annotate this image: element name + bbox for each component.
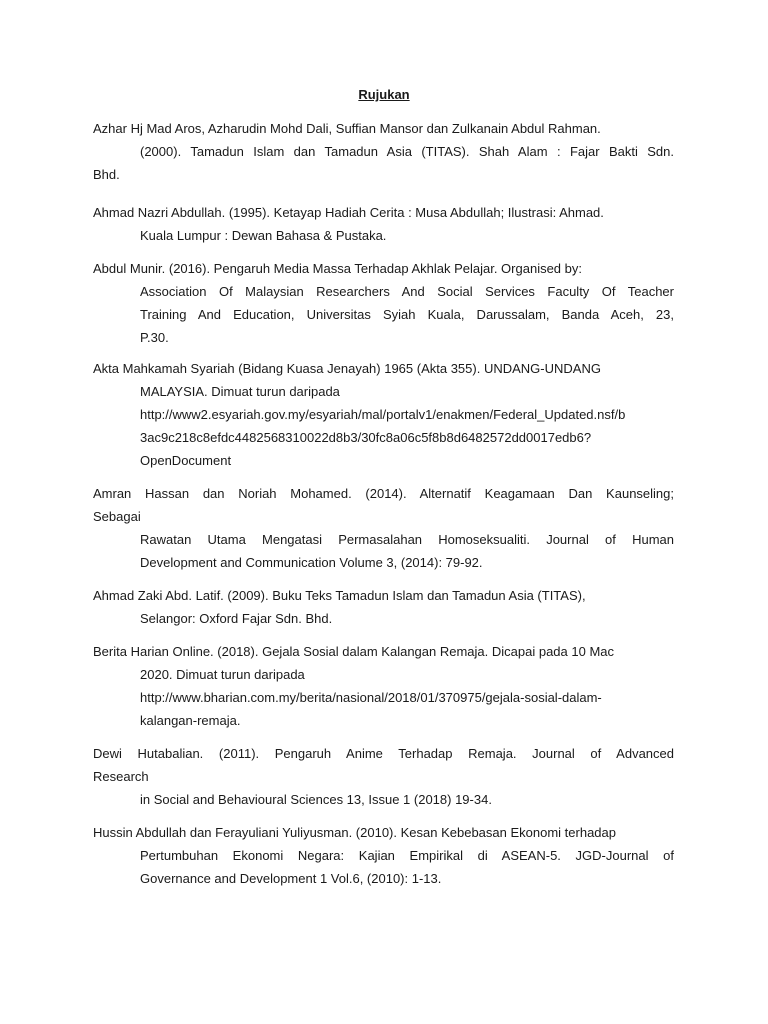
reference-line: Ahmad Nazri Abdullah. (1995). Ketayap Hadiah Cerita : Musa Abdullah; Ilustrasi: Ahmad. <box>93 205 604 220</box>
reference-line: Amran Hassan dan Noriah Mohamed. (2014). Alternatif Keagamaan Dan Kaunseling; <box>93 486 674 501</box>
reference-line: Selangor: Oxford Fajar Sdn. Bhd. <box>140 611 333 626</box>
reference-line: in Social and Behavioural Sciences 13, Issue 1 (2018) 19-34. <box>140 792 492 807</box>
reference-line: Development and Communication Volume 3, (2014): 79-92. <box>140 555 483 570</box>
reference-line: Association Of Malaysian Researchers And Social Services Faculty Of Teacher <box>140 284 674 299</box>
reference-line: http://www.bharian.com.my/berita/nasional/2018/01/370975/gejala-sosial-dalam- <box>140 690 602 705</box>
reference-line: OpenDocument <box>140 453 232 468</box>
reference-line: MALAYSIA. Dimuat turun daripada <box>140 384 340 399</box>
reference-line: 3ac9c218c8efdc4482568310022d8b3/30fc8a06c5f8b8d6482572dd0017edb6? <box>140 430 592 445</box>
reference-line: Hussin Abdullah dan Ferayuliani Yuliyusman. (2010). Kesan Kebebasan Ekonomi terhadap <box>93 825 616 840</box>
reference-line: Bhd. <box>93 167 120 182</box>
reference-line: Research <box>93 769 149 784</box>
reference-line: Ahmad Zaki Abd. Latif. (2009). Buku Teks Tamadun Islam dan Tamadun Asia (TITAS), <box>93 588 586 603</box>
reference-line: Abdul Munir. (2016). Pengaruh Media Massa Terhadap Akhlak Pelajar. Organised by: <box>93 261 582 276</box>
reference-entry <box>93 821 674 890</box>
reference-entry <box>93 584 674 630</box>
reference-line: Pertumbuhan Ekonomi Negara: Kajian Empirikal di ASEAN-5. JGD-Journal of <box>140 848 674 863</box>
reference-line: kalangan-remaja. <box>140 713 241 728</box>
reference-entry <box>93 357 674 472</box>
reference-entry <box>93 482 674 574</box>
reference-entry <box>93 257 674 349</box>
reference-line: Rawatan Utama Mengatasi Permasalahan Homoseksualiti. Journal of Human <box>140 532 674 547</box>
reference-entry <box>93 640 674 732</box>
reference-line: Kuala Lumpur : Dewan Bahasa & Pustaka. <box>140 228 387 243</box>
reference-line: Governance and Development 1 Vol.6, (2010): 1-13. <box>140 871 442 886</box>
reference-line: P.30. <box>140 330 169 345</box>
page-title: Rujukan <box>358 87 410 102</box>
reference-line: Berita Harian Online. (2018). Gejala Sosial dalam Kalangan Remaja. Dicapai pada 10 Mac <box>93 644 615 659</box>
reference-line: Akta Mahkamah Syariah (Bidang Kuasa Jenayah) 1965 (Akta 355). UNDANG-UNDANG <box>93 361 601 376</box>
reference-line: Azhar Hj Mad Aros, Azharudin Mohd Dali, Suffian Mansor dan Zulkanain Abdul Rahman. <box>93 121 601 136</box>
reference-line: Dewi Hutabalian. (2011). Pengaruh Anime Terhadap Remaja. Journal of Advanced <box>93 746 674 761</box>
reference-entry <box>93 742 674 811</box>
reference-line: Sebagai <box>93 509 141 524</box>
reference-line: Training And Education, Universitas Syiah Kuala, Darussalam, Banda Aceh, 23, <box>140 307 674 322</box>
reference-line: (2000). Tamadun Islam dan Tamadun Asia (TITAS). Shah Alam : Fajar Bakti Sdn. <box>140 144 674 159</box>
reference-line: http://www2.esyariah.gov.my/esyariah/mal/portalv1/enakmen/Federal_Updated.nsf/b <box>140 407 626 422</box>
reference-entry <box>93 201 674 247</box>
reference-entry <box>93 117 674 186</box>
reference-line: 2020. Dimuat turun daripada <box>140 667 305 682</box>
